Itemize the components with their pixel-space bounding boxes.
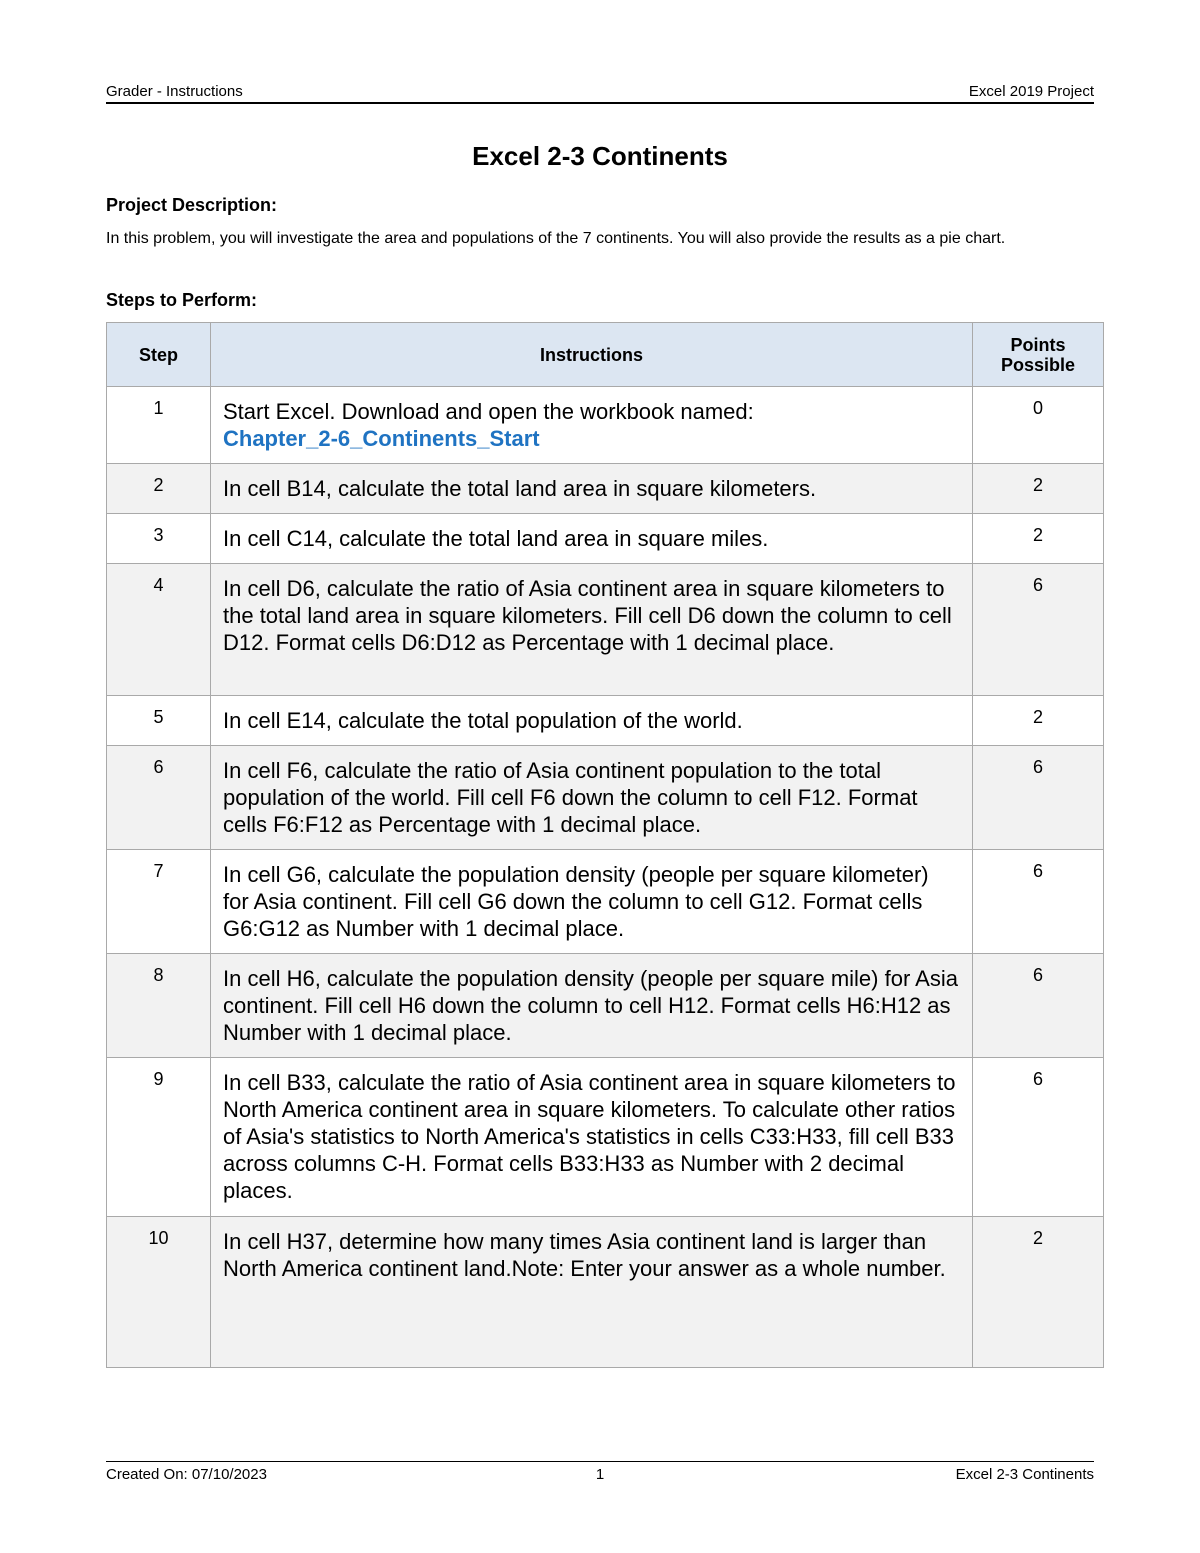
points-value: 2	[973, 464, 1104, 514]
header-right-text: Excel 2019 Project	[968, 83, 1094, 100]
column-header-instructions: Instructions	[211, 323, 973, 387]
table-row	[107, 564, 1104, 696]
step-number: 2	[107, 464, 211, 514]
instruction-text: In cell E14, calculate the total population of the world.	[211, 696, 973, 746]
instruction-text: In cell H6, calculate the population density (people per square mile) for Asia continent. Fill cell H6 down the column to cell H12. Format cells H6:H12 as Number with 1 decimal place.	[211, 954, 973, 1058]
points-value: 6	[973, 746, 1104, 850]
footer-page-number: 1	[595, 1466, 605, 1483]
step-number: 9	[107, 1058, 211, 1217]
points-value: 6	[973, 564, 1104, 696]
column-header-points	[973, 323, 1104, 387]
footer-doc-name: Excel 2-3 Continents	[955, 1466, 1094, 1483]
instruction-text: In cell D6, calculate the ratio of Asia continent area in square kilometers to the total land area in square kilometers. Fill cell D6 down the column to cell D12. Format cells D6:D12 as Percentage with 1 decimal place.	[211, 564, 973, 696]
document-title: Excel 2-3 Continents	[472, 141, 728, 171]
step-number: 10	[107, 1217, 211, 1368]
instruction-text: In cell H37, determine how many times Asia continent land is larger than North America continent land.Note: Enter your answer as a whole number.	[211, 1217, 973, 1368]
project-description-label: Project Description:	[106, 195, 278, 215]
table-row	[107, 746, 1104, 850]
footer-created-on: Created On: 07/10/2023	[106, 1466, 267, 1483]
points-value: 6	[973, 954, 1104, 1058]
step-number: 6	[107, 746, 211, 850]
step-number: 1	[107, 387, 211, 464]
step-number: 3	[107, 514, 211, 564]
steps-table	[106, 322, 1104, 1368]
page-footer	[106, 1461, 1094, 1488]
points-value: 2	[973, 514, 1104, 564]
step-number: 5	[107, 696, 211, 746]
instruction-text: In cell B14, calculate the total land area in square kilometers.	[211, 464, 973, 514]
step-number: 4	[107, 564, 211, 696]
instruction-text: Start Excel. Download and open the workbook named:	[223, 399, 754, 424]
table-row	[107, 514, 1104, 564]
header-left-text: Grader - Instructions	[106, 83, 243, 100]
instruction-text: In cell F6, calculate the ratio of Asia continent population to the total population of the world. Fill cell F6 down the column to cell F12. Format cells F6:F12 as Percentage with 1 decimal place.	[211, 746, 973, 850]
table-row	[107, 1058, 1104, 1217]
page-header	[106, 82, 1094, 104]
table-row	[107, 387, 1104, 464]
step-number: 8	[107, 954, 211, 1058]
table-row	[107, 954, 1104, 1058]
step-number: 7	[107, 850, 211, 954]
table-row	[107, 696, 1104, 746]
table-row	[107, 464, 1104, 514]
points-value: 0	[973, 387, 1104, 464]
instruction-text: In cell G6, calculate the population density (people per square kilometer) for Asia continent. Fill cell G6 down the column to cell G12. Format cells G6:G12 as Number with 1 decimal place.	[211, 850, 973, 954]
points-value: 2	[973, 696, 1104, 746]
points-value: 6	[973, 1058, 1104, 1217]
workbook-link[interactable]: Chapter_2-6_Continents_Start	[223, 426, 540, 451]
points-header-text: Points Possible	[1000, 334, 1076, 375]
project-description-text: In this problem, you will investigate the area and populations of the 7 continents. You will also provide the results as a pie chart.	[106, 230, 1006, 247]
table-row	[107, 850, 1104, 954]
instruction-cell	[211, 387, 973, 464]
steps-label: Steps to Perform:	[106, 290, 258, 310]
points-value: 6	[973, 850, 1104, 954]
table-header-row	[107, 323, 1104, 387]
column-header-step: Step	[107, 323, 211, 387]
instruction-text: In cell B33, calculate the ratio of Asia continent area in square kilometers to North America continent area in square kilometers. To calculate other ratios of Asia's statistics to North America's statistics in cells C33:H33, fill cell B33 across columns C-H. Format cells B33:H33 as Number with 2 decimal places.	[211, 1058, 973, 1217]
table-row	[107, 1217, 1104, 1368]
points-value: 2	[973, 1217, 1104, 1368]
instruction-text: In cell C14, calculate the total land area in square miles.	[211, 514, 973, 564]
